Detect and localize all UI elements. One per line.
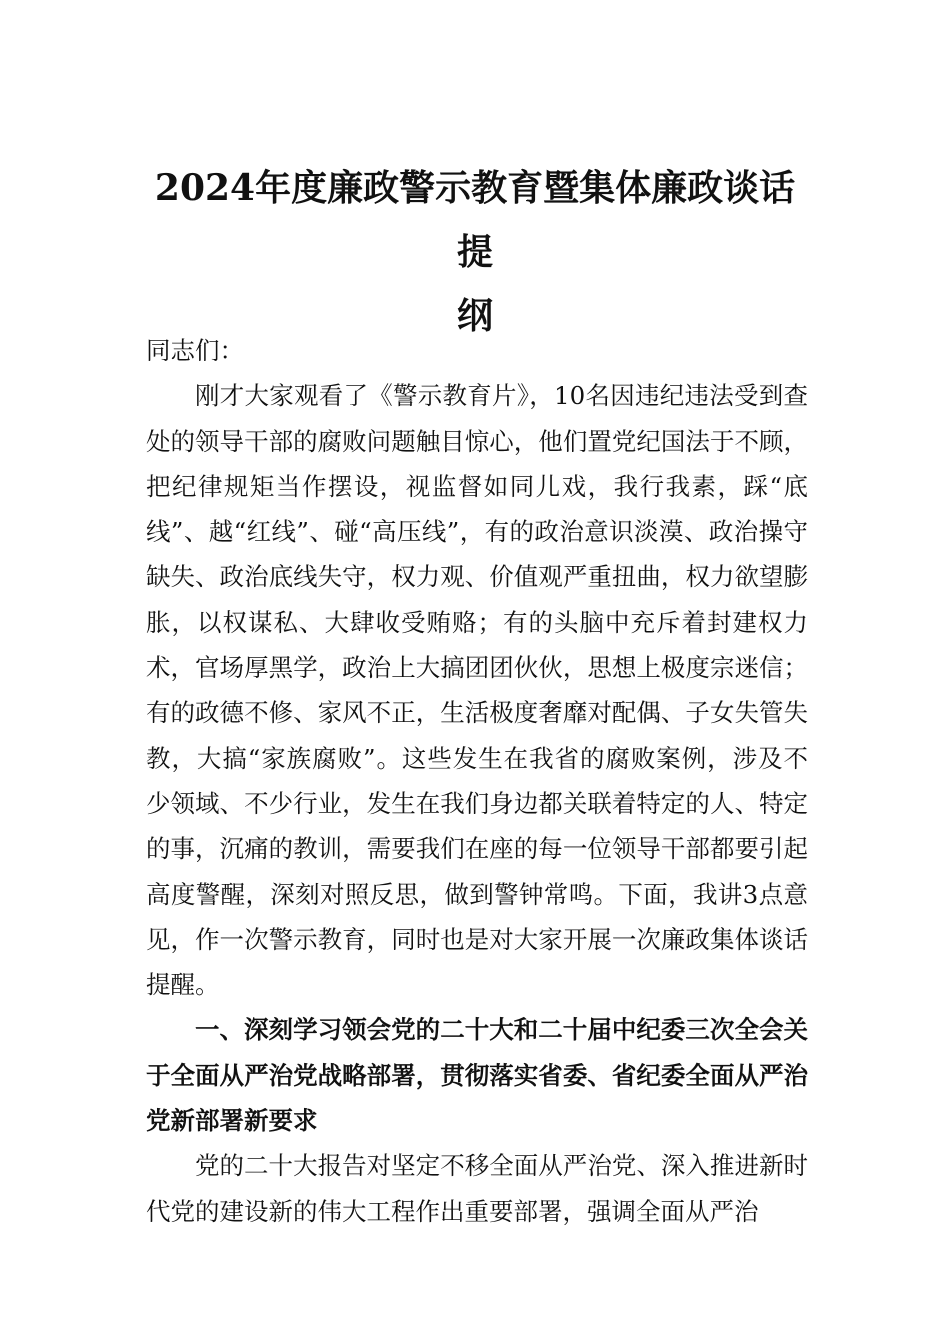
section-heading-1: 一、深刻学习领会党的二十大和二十届中纪委三次全会关于全面从严治党战略部署，贯彻落实省委、省纪委全面从严治党新部署新要求: [146, 1015, 808, 1136]
document-title: [140, 156, 810, 348]
document-body: [146, 328, 808, 1234]
paragraph-intro: 刚才大家观看了《警示教育片》，10名因违纪违法受到查处的领导干部的腐败问题触目惊心，他们置党纪国法于不顾，把纪律规矩当作摆设，视监督如同儿戏，我行我素，踩“底线”、越“红线”、碰“高压线”，有的政治意识淡漠、政治操守缺失、政治底线失守，权力观、价值观严重扭曲，权力欲望膨胀，以权谋私、大肆收受贿赂；有的头脑中充斥着封建权力术，官场厚黑学，政治上大搞团团伙伙，思想上极度宗迷信；有的政德不修、家风不正，生活极度奢靡对配偶、子女失管失教，大搞“家族腐败”。这些发生在我省的腐败案例，涉及不少领域、不少行业，发生在我们身边都关联着特定的人、特定的事，沉痛的教训，需要我们在座的每一位领导干部都要引起高度警醒，深刻对照反思，做到警钟常鸣。下面，我讲3点意见，作一次警示教育，同时也是对大家开展一次廉政集体谈话提醒。: [146, 381, 808, 1000]
title-line-1: 2024年度廉政警示教育暨集体廉政谈话提: [154, 167, 796, 273]
paragraph-section-1: 党的二十大报告对坚定不移全面从严治党、深入推进新时代党的建设新的伟大工程作出重要部署，强调全面从严治: [146, 1151, 808, 1226]
salutation: 同志们：: [146, 336, 244, 365]
title-line-2: 纲: [456, 295, 493, 337]
